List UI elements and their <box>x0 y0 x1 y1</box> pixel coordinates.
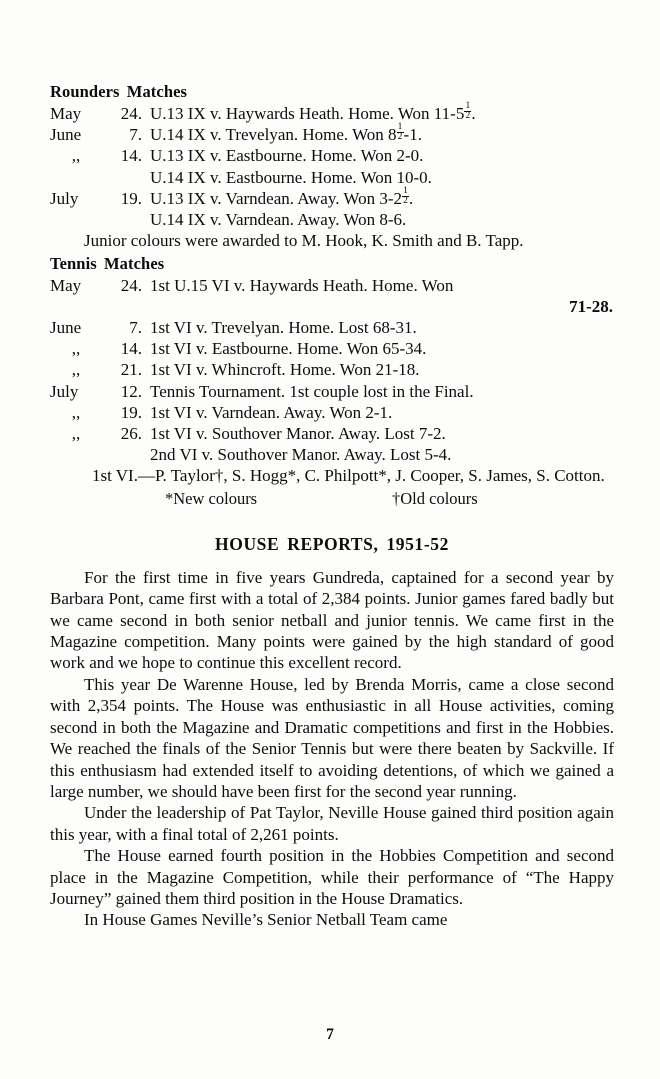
fixture-row <box>50 338 614 359</box>
fixture-detail: U.14 IX v. Eastbourne. Home. Won 10-0. <box>150 167 432 187</box>
fixture-detail <box>150 124 614 145</box>
fixture-detail: 1st VI v. Southover Manor. Away. Lost 7-2. <box>150 424 446 444</box>
rounders-fixture-list <box>50 103 614 230</box>
fixture-text: U.13 IX v. Varndean. Away. Won 3-2 <box>150 188 403 208</box>
fixture-detail <box>150 185 614 209</box>
fixture-month: June <box>50 318 82 338</box>
fixture-row <box>50 423 614 444</box>
house-report-paragraph: The House earned fourth position in the Hobbies Competition and second place in the Magazine Competition, while their performance of “The Happy Journey” gained them third position in the House Dramatics. <box>50 846 614 908</box>
fixture-detail: Tennis Tournament. 1st couple lost in the Final. <box>150 381 474 401</box>
fixture-detail: 1st U.15 VI v. Haywards Heath. Home. Won <box>150 275 454 295</box>
fixture-month: May <box>50 275 82 295</box>
fixture-day: 21. <box>120 360 142 380</box>
fixture-detail: 2nd VI v. Southover Manor. Away. Lost 5-4. <box>150 445 452 465</box>
page-number: 7 <box>326 1026 334 1043</box>
fixture-row <box>50 317 614 338</box>
fixture-detail <box>150 103 614 124</box>
fixture-detail: 1st VI v. Trevelyan. Home. Lost 68-31. <box>150 318 417 338</box>
fixture-detail: 1st VI v. Varndean. Away. Won 2-1. <box>150 402 393 422</box>
tennis-team-list: 1st VI.—P. Taylor†, S. Hogg*, C. Philpott*, J. Cooper, S. James, S. Cotton. <box>92 466 605 486</box>
fixture-day: 7. <box>129 125 142 145</box>
fixture-day: 26. <box>120 424 142 444</box>
fixture-day: 14. <box>120 339 142 359</box>
footnote-new-colours: *New colours <box>165 488 258 508</box>
fixture-month: July <box>50 381 79 401</box>
fixture-day: 14. <box>120 146 142 166</box>
fixture-text-tail: . <box>409 188 414 208</box>
house-report-paragraph: In House Games Neville’s Senior Netball Team came <box>84 910 448 930</box>
fixture-row <box>50 275 614 296</box>
fixture-month: May <box>50 104 82 123</box>
fixture-row <box>50 124 614 145</box>
fixture-row <box>50 167 614 188</box>
fraction-half: $\frac{1}{2}$ <box>397 122 403 143</box>
fixture-month: ,, <box>71 146 81 166</box>
fixture-row <box>50 145 614 166</box>
fixture-text: U.13 IX v. Haywards Heath. Home. Won 11-5 <box>150 104 465 123</box>
fixture-text: U.14 IX v. Trevelyan. Home. Won 8 <box>150 125 397 145</box>
fixture-detail: 1st VI v. Whincroft. Home. Won 21-18. <box>150 360 420 380</box>
fixture-month: ,, <box>71 402 81 422</box>
fixture-row <box>50 359 614 380</box>
fixture-text-tail: . <box>471 104 476 123</box>
fixture-row <box>50 402 614 423</box>
colours-footnotes <box>50 488 614 512</box>
fixture-detail: U.13 IX v. Eastbourne. Home. Won 2-0. <box>150 146 424 166</box>
fixture-day: 12. <box>120 381 142 401</box>
fixture-row <box>50 103 614 124</box>
fixture-month: July <box>50 188 79 208</box>
house-report-paragraph: This year De Warenne House, led by Brenda Morris, came a close second with 2,354 points. The House was enthusiastic in all House activities, coming second in both the Magazine and Dramatic competitions and first in the Hobbies. We reached the finals of the Senior Tennis but were there beaten by Sackville. If this enthusiasm had extended itself to avoiding detentions, of which we gained a large number, we should have been first for the second year running. <box>50 674 614 801</box>
fixture-detail: U.14 IX v. Varndean. Away. Won 8-6. <box>150 210 407 230</box>
house-reports-heading: HOUSE REPORTS, 1951-52 <box>215 533 449 554</box>
fixture-month: ,, <box>71 339 81 359</box>
fixture-detail: 1st VI v. Eastbourne. Home. Won 65-34. <box>150 339 427 359</box>
fixture-day: 24. <box>120 104 142 123</box>
fixture-row <box>50 209 614 230</box>
fixture-month: June <box>50 125 82 145</box>
fixture-month: ,, <box>71 424 81 444</box>
fixture-day: 19. <box>120 188 142 208</box>
house-report-paragraph: Under the leadership of Pat Taylor, Neville House gained third position again this year, with a final total of 2,261 points. <box>50 803 614 844</box>
fixture-day: 19. <box>120 402 142 422</box>
fixture-row <box>50 444 614 465</box>
fixture-day: 7. <box>129 318 142 338</box>
house-report-paragraph: For the first time in five years Gundreda, captained for a second year by Barbara Pont, came first with a total of 2,384 points. Junior games fared badly but we came second in both senior netball and junior tennis. We came first in the Magazine competition. Many points were gained by the high standard of good work and we hope to continue this excellent record. <box>50 567 614 673</box>
page-content <box>50 82 614 931</box>
fixture-row <box>50 185 614 209</box>
fraction-half: $\frac{1}{2}$ <box>465 101 471 121</box>
fixture-row <box>50 381 614 402</box>
tennis-heading: Tennis Matches <box>50 253 165 273</box>
rounders-heading: Rounders Matches <box>50 82 188 101</box>
footnote-old-colours: †Old colours <box>392 488 478 508</box>
rounders-colours-note: Junior colours were awarded to M. Hook, K. Smith and B. Tapp. <box>84 231 524 251</box>
fixture-month: ,, <box>71 360 81 380</box>
fixture-text-tail: -1. <box>403 125 422 145</box>
fixture-score-overflow: 71-28. <box>569 296 613 316</box>
tennis-fixture-list <box>50 275 614 466</box>
fixture-day: 24. <box>120 275 142 295</box>
fraction-half: $\frac{1}{2}$ <box>403 185 408 206</box>
